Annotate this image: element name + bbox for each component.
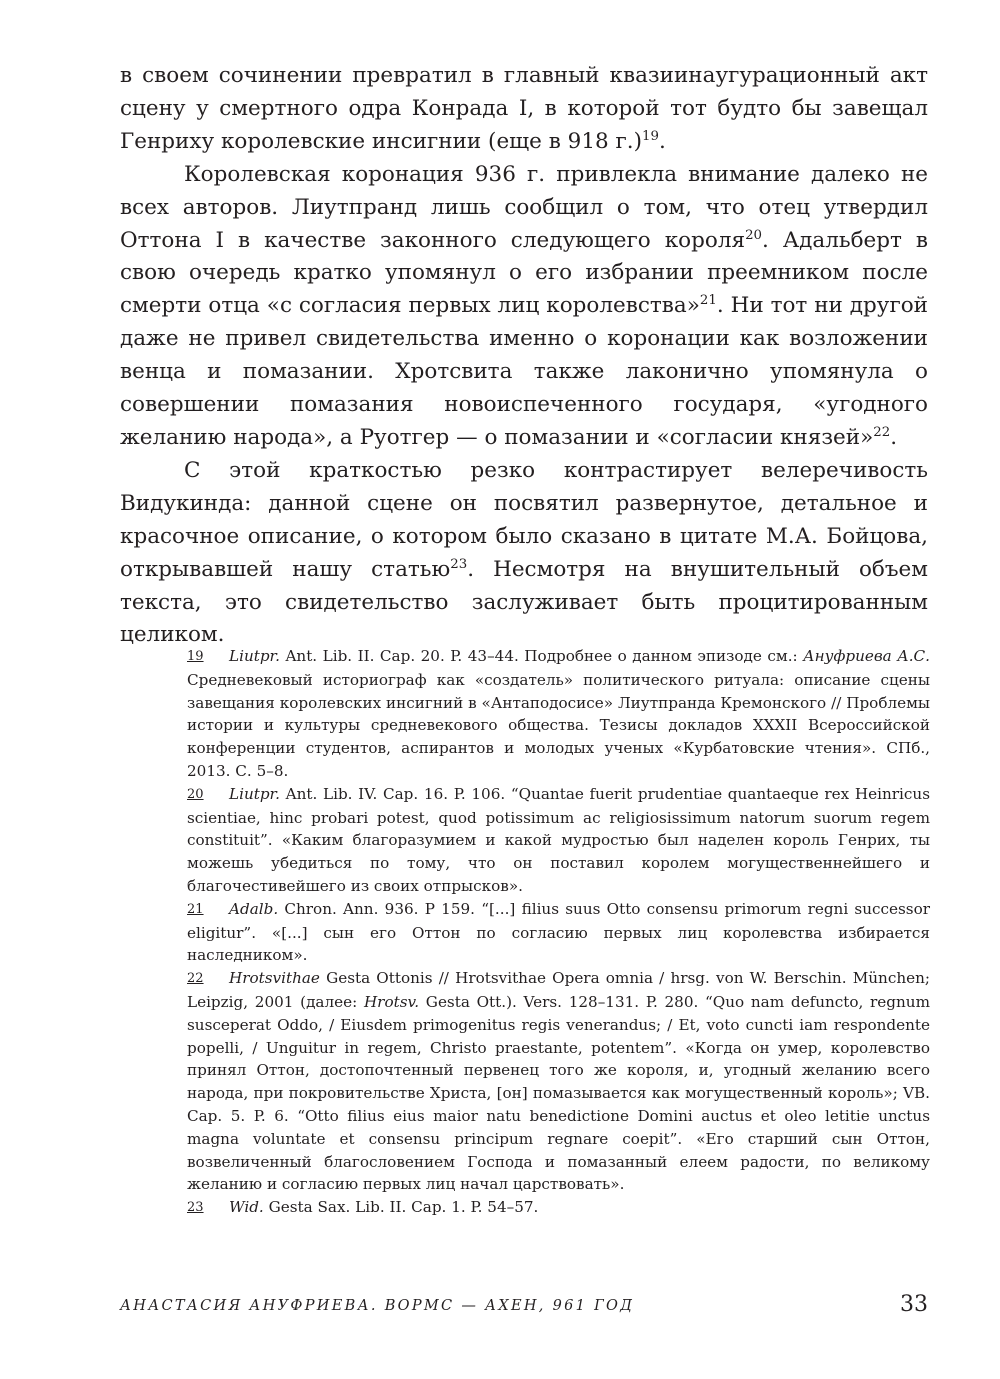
footnote-23 <box>187 1196 930 1220</box>
footnote-20 <box>187 783 930 898</box>
footnote-author: Wid. <box>229 1198 264 1217</box>
footnote-text: Ant. Lib. II. Cap. 20. P. 43–44. Подробнее о данном эпизоде см.: <box>279 647 804 665</box>
footnote-22 <box>187 967 930 1196</box>
footnote-text: Gesta Sax. Lib. II. Cap. 1. P. 54–57. <box>263 1198 539 1217</box>
footnote-21 <box>187 898 930 967</box>
footnote-author: Hrotsvithae <box>229 969 320 988</box>
footnote-cited-author: Ануфриева А.С. <box>803 647 930 665</box>
footnote-text: Ant. Lib. IV. Cap. 16. P. 106. “Quantae fuerit prudentiae quantaeque rex Heinricus scientiae, hinc probari potest, quod potissimum ac religiosissimum natorum suorum regem constituit”. «Каким благоразумием и какой мудростью был наделен король Генрих, ты можешь убедиться по тому, что он поставил королем могущественнейшего и благочестивейшего из своих отпрысков». <box>187 784 930 895</box>
footnote-ref-21[interactable]: 21 <box>699 293 717 309</box>
footnote-text: Средневековый историограф как «создатель» политического ритуала: описание сцены завещания королевских инсигний в «Антаподосисе» Лиутпранда Кремонского // Проблемы истории и культуры средневекового общества. Тезисы докладов XXXII Всероссийской конференции студентов, аспирантов и молодых ученых «Курбатовские чтения». СПб., 2013. С. 5–8. <box>187 670 930 780</box>
main-text <box>120 60 928 652</box>
footnote-number: 22 <box>187 971 204 987</box>
paragraph-2-text-b: . Адальберт в свою очередь кратко упомянул о его избрании преемником после смерти отца «с согласия первых лиц королевства» <box>120 227 928 319</box>
paragraph-2-text-c: . Ни тот ни другой даже не привел свидетельства именно о коронации как возложении венца и помазании. Хротсвита также лаконично упомянула о совершении помазания новоиспеченного государя, «угодного желанию народа», а Руотгер — о помазании и «согласии князей» <box>120 293 928 450</box>
page-footer <box>120 1292 928 1326</box>
footnote-number: 23 <box>187 1200 204 1216</box>
footnote-text: Chron. Ann. 936. P 159. “[...] filius suus Otto consensu primorum regni successor eligitur”. «[...] сын его Оттон по согласию первых лиц королевства избирается наследником». <box>187 899 930 965</box>
footnotes <box>187 645 930 1220</box>
footnote-19 <box>187 645 930 783</box>
page-number: 33 <box>900 1292 928 1317</box>
footnote-number: 19 <box>187 649 204 664</box>
paragraph-2-text-d: . <box>890 424 898 450</box>
paragraph-1-tail: . <box>658 128 666 154</box>
paragraph-3-text-a: С этой краткостью резко контрастирует велеречивость Видукинда: данной сцене он посвятил развернутое, детальное и красочное описание, о котором было сказано в цитате М.А. Бойцова, открывавшей нашу статью <box>120 457 928 582</box>
footnote-author: Liutpr. <box>229 784 280 803</box>
footnote-ref-22[interactable]: 22 <box>873 424 891 440</box>
paragraph-3 <box>120 455 928 652</box>
footnote-ref-20[interactable]: 20 <box>745 227 763 243</box>
footnote-cited-author: Hrotsv. <box>363 992 420 1011</box>
footnote-author: Adalb. <box>229 899 279 918</box>
paragraph-2-text-a: Королевская коронация 936 г. привлекла внимание далеко не всех авторов. Лиутпранд лишь сообщил о том, что отец утвердил Оттона I в качестве законного следующего короля <box>120 161 928 253</box>
paragraph-3-text-b: . Несмотря на внушительный объем текста, это свидетельство заслуживает быть процитированным целиком. <box>120 556 928 648</box>
footnote-author: Liutpr. <box>229 647 280 665</box>
footnote-ref-19[interactable]: 19 <box>642 128 659 144</box>
paragraph-1-text: в своем сочинении превратил в главный квазиинаугурационный акт сцену у смертного одра Конрада I, в которой тот будто бы завещал Генриху королевские инсигнии (еще в 918 г.) <box>120 63 928 154</box>
paragraph-2 <box>120 159 928 455</box>
paragraph-1 <box>120 60 928 159</box>
footnote-text: Gesta Ottonis // Hrotsvithae Opera omnia / hrsg. von W. Berschin. München; Leipzig, 2001 (далее: <box>187 969 930 1011</box>
footnote-number: 20 <box>187 786 204 802</box>
footnote-ref-23[interactable]: 23 <box>450 556 468 572</box>
footnote-text: Gesta Ott.). Vers. 128–131. P. 280. “Quo nam defuncto, regnum susceperat Oddo, / Eiusdem primogenitus regis venerandus; / Et, voto cuncti iam respondente popelli, / Unguitur in regem, Christo praestante, potentem”. «Когда он умер, королевство принял Оттон, достопочтенный первенец того же короля, и, угодный желанию всего народа, при покровительстве Христа, [он] помазывается как могущественный король»; VB. Cap. 5. P. 6. “Otto filius eius maior natu benedictione Domini auctus et oleo letitie unctus magna voluntate et consensu principum regnare coepit”. «Его старший сын Оттон, возвеличенный благословением Господа и помазанный елеем радости, по великому желанию и согласию первых лиц начал царствовать». <box>187 992 930 1194</box>
footnote-number: 21 <box>187 901 204 917</box>
running-head: АНАСТАСИЯ АНУФРИЕВА. ВОРМС — АХЕН, 961 ГОД <box>120 1298 635 1314</box>
